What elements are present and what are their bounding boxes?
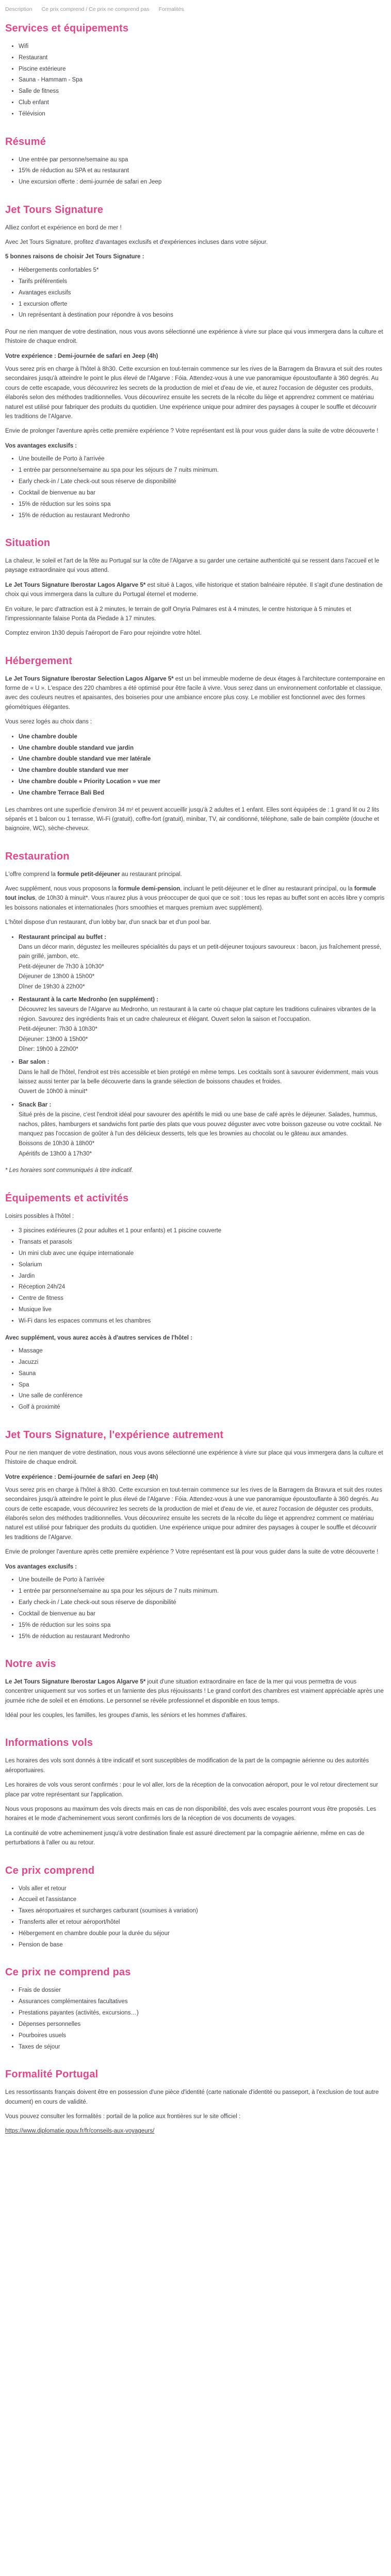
- bold-paragraph: Votre expérience : Demi-journée de safari en Jeep (4h): [5, 353, 158, 359]
- list-item: • Pourboires usuels: [19, 2031, 385, 2040]
- list-item-line: Apéritifs de 13h00 à 17h30*: [19, 1150, 92, 1157]
- list-item-line: Dîner: 19h00 à 22h00*: [19, 1046, 78, 1052]
- bold-paragraph: Avec supplément, vous aurez accès à d'autres services de l'hôtel :: [5, 1334, 192, 1341]
- section-heading-formalite-portugal: Formalité Portugal: [5, 2069, 99, 2080]
- list-item: • Réception 24h/24: [19, 1282, 385, 1292]
- list-item: • Une excursion offerte : demi-journée de safari en Jeep: [19, 177, 385, 187]
- list-item: • Télévision: [19, 109, 385, 119]
- text-run: L'offre comprend la: [5, 871, 58, 878]
- list-item: • Taxes aéroportuaires et surcharges carburant (soumises à variation): [19, 1906, 385, 1916]
- bold-text-run: formule demi-pension: [118, 886, 181, 893]
- section-heading-situation: Situation: [5, 537, 51, 549]
- bullet-list: [5, 1884, 385, 1950]
- paragraph: Avec Jet Tours Signature, profitez d'avantages exclusifs et d'expériences incluses dans votre séjour.: [5, 239, 268, 246]
- section-resume: [5, 136, 385, 187]
- list-item-line: Dîner de 19h30 à 22h00*: [19, 983, 85, 990]
- list-item: • Hébergements confortables 5*: [19, 266, 385, 275]
- bullet-list: [5, 732, 385, 798]
- list-item: • Pension de base: [19, 1940, 385, 1950]
- section-formalite-portugal: [5, 2068, 385, 2136]
- paragraph: [5, 870, 385, 879]
- list-item: • 15% de réduction au restaurant Medronho: [19, 511, 385, 520]
- sections-container: [5, 22, 385, 2136]
- list-item: • Dépenses personnelles: [19, 2020, 385, 2029]
- section-informations-vols: [5, 1737, 385, 1847]
- bold-paragraph: Vos avantages exclusifs :: [5, 1563, 77, 1570]
- paragraph: [5, 884, 385, 913]
- list-item: • Restaurant: [19, 53, 385, 62]
- paragraph: Les horaires de vols vous seront confirmés : pour le vol aller, lors de la réception de la convocation aéroport, pour le vol retour directement sur place par votre représentant sur l'application.: [5, 1782, 378, 1798]
- section-heading-ce-prix-comprend: Ce prix comprend: [5, 1864, 95, 1876]
- list-item: • Wifi: [19, 42, 385, 51]
- section-nav: [5, 5, 385, 14]
- list-item: • Prestations payantes (activités, excursions…): [19, 2008, 385, 2018]
- list-item-line: Dans un décor marin, dégustez les meilleures spécialités du pays et un petit-déjeuner toujours savoureux : bacon, jus fraîchement pressé, pain grillé, jambon, etc.: [19, 944, 382, 960]
- paragraph: Envie de prolonger l'aventure après cette première expérience ? Votre représentant est là pour vous guider dans la suite de votre découverte !: [5, 1549, 379, 1556]
- list-item: • Cocktail de bienvenue au bar: [19, 1609, 385, 1619]
- bullet-list: [5, 1226, 385, 1326]
- list-item: • Piscine extérieure: [19, 64, 385, 74]
- list-item-line: Situé près de la piscine, c'est l'endroit idéal pour savourer des apéritifs le midi ou une base de café après le déjeuner. Salades, hummus, nachos, pâtes, hamburgers et sandwichs font partie des plats que vous pouvez déguster avec votre boisson gazeuse ou votre cocktail. Ne manquez pas l'occasion de goûter à l'un des délicieux desserts, tels que les brownies au chocolat ou le gâteau aux amandes.: [19, 1112, 382, 1137]
- formalities-external-link[interactable]: https://www.diplomatie.gouv.fr/fr/conseils-aux-voyageurs/: [5, 2128, 155, 2135]
- list-item: [19, 1058, 385, 1097]
- paragraph: Idéal pour les couples, les familles, les groupes d'amis, les séniors et les hommes d'affaires.: [5, 1712, 247, 1719]
- bold-text-run: Le Jet Tours Signature Iberostar Selection Lagos Algarve 5*: [5, 675, 174, 682]
- list-item: • Une chambre double: [19, 732, 385, 741]
- list-item: • Une chambre Terrace Bali Bed: [19, 788, 385, 798]
- paragraph: Les horaires des vols sont donnés à titre indicatif et sont susceptibles de modification de la part de la compagnie aérienne ou des autorités aéroportuaires.: [5, 1758, 369, 1774]
- paragraph: En voiture, le parc d'attraction est à 2 minutes, le terrain de golf Onyria Palmares est à 4 minutes, le centre historique à 5 minutes et l'impressionnante falaise Ponta da Piedade à 17 minutes.: [5, 606, 351, 622]
- bold-text-run: formule petit-déjeuner: [57, 871, 120, 878]
- bold-paragraph: Vos avantages exclusifs :: [5, 442, 77, 449]
- list-item: • Salle de fitness: [19, 87, 385, 96]
- paragraph: Pour ne rien manquer de votre destination, nous vous avons sélectionné une expérience à vivre sur place qui vous immergera dans la culture et l'histoire de chaque endroit.: [5, 1449, 383, 1466]
- list-item: [19, 1100, 385, 1159]
- bullet-list: [5, 1346, 385, 1412]
- list-item: • Une chambre double « Priority Location » vue mer: [19, 777, 385, 786]
- list-item: • Sauna - Hammam - Spa: [19, 75, 385, 85]
- bullet-list: [5, 933, 385, 1159]
- paragraph: Les chambres ont une superficie d'environ 34 m² et peuvent accueillir jusqu'à 2 adultes et 1 enfant. Elles sont équipées de : 1 grand lit ou 2 lits séparés et 1 balcon ou 1 terrasse, Wi-Fi (gratuit), coffre-fort (gratuit), minibar, TV, air conditionné, téléphone, salle de bain complète (douche et baignoire, WC), sèche-cheveux.: [5, 806, 379, 832]
- bullet-list: [5, 1575, 385, 1641]
- paragraph: Les ressortissants français doivent être en possession d'une pièce d'identité (carte nationale d'identité ou passeport, à l'exclusion de tout autre document) en cours de validité.: [5, 2089, 379, 2105]
- paragraph: La chaleur, le soleil et l'art de la fête au Portugal sur la côte de l'Algarve a su garder une certaine authenticité qui se ressent dans l'accueil et le paysage extraordinaire qui vous attend.: [5, 557, 380, 574]
- paragraph: Envie de prolonger l'aventure après cette première expérience ? Votre représentant est là pour vous guider dans la suite de votre découverte !: [5, 428, 379, 435]
- list-item: • Hébergement en chambre double pour la durée du séjour: [19, 1929, 385, 1938]
- link-paragraph: [5, 2126, 385, 2136]
- list-item: • Early check-in / Late check-out sous réserve de disponibilité: [19, 1598, 385, 1607]
- paragraph: Alliez confort et expérience en bord de mer !: [5, 224, 122, 231]
- list-item: • Musique live: [19, 1305, 385, 1314]
- list-item: • Un représentant à destination pour répondre à vos besoins: [19, 310, 385, 320]
- text-run: au restaurant principal.: [120, 871, 182, 878]
- bold-text-run: formule tout inclus: [5, 886, 376, 902]
- list-item: • Tarifs préférentiels: [19, 277, 385, 286]
- paragraph: Pour ne rien manquer de votre destination, nous vous avons sélectionné une expérience à vivre sur place qui vous immergera dans la culture et l'histoire de chaque endroit.: [5, 328, 383, 345]
- list-item: • Solarium: [19, 1260, 385, 1269]
- list-item: • 1 entrée par personne/semaine au spa pour les séjours de 7 nuits minimum.: [19, 1587, 385, 1596]
- text-run: , incluant le petit-déjeuner et le dîner au restaurant principal, ou la: [180, 886, 354, 893]
- paragraph: [5, 674, 385, 713]
- list-item: • 1 excursion offerte: [19, 300, 385, 309]
- list-item-lead: Bar salon :: [19, 1059, 50, 1066]
- list-item: • Club enfant: [19, 98, 385, 107]
- list-item: • Early check-in / Late check-out sous réserve de disponibilité: [19, 477, 385, 486]
- bold-paragraph: 5 bonnes raisons de choisir Jet Tours Signature :: [5, 254, 144, 260]
- paragraph: Vous serez logés au choix dans :: [5, 719, 92, 725]
- nav-link-prix[interactable]: Ce prix comprend / Ce prix ne comprend pas: [41, 6, 150, 12]
- list-item: • 1 entrée par personne/semaine au spa pour les séjours de 7 nuits minimum.: [19, 466, 385, 475]
- list-item: • Jacuzzi: [19, 1358, 385, 1367]
- paragraph: [5, 581, 385, 600]
- list-item-lead: Snack Bar :: [19, 1101, 52, 1108]
- list-item: • 15% de réduction sur les soins spa: [19, 1621, 385, 1630]
- section-heading-hebergement: Hébergement: [5, 655, 73, 667]
- section-jet-tours-signature: [5, 204, 385, 520]
- section-heading-resume: Résumé: [5, 136, 46, 147]
- list-item: • Centre de fitness: [19, 1294, 385, 1303]
- list-item: • Transats et parasols: [19, 1237, 385, 1247]
- list-item: • Transferts aller et retour aéroport/hôtel: [19, 1918, 385, 1927]
- paragraph: Comptez environ 1h30 depuis l'aéroport de Faro pour rejoindre votre hôtel.: [5, 630, 202, 637]
- section-ce-prix-ne-comprend-pas: [5, 1966, 385, 2052]
- paragraph: Vous serez pris en charge à l'hôtel à 8h30. Cette excursion en tout-terrain commence sur les rives de la Barragem da Bravura et suit des routes secondaires jusqu'à atteindre le point le plus élevé de l'Algarve : Fóia. Attendez-vous à une vue panoramique époustouflante à 360 degrés. Au cours de cette escapade, vous découvrirez les secrets de la production de miel et d'eau de vie, et aurez l'occasion de déguster ces produits, élaborés selon des méthodes traditionnelles. Vous découvrirez ensuite les secrets de la récolte du liège et apprendrez comment ce matériau naturel est utilisé pour fabriquer des produits du quotidien. Une expérience unique pour admirer des paysages à couper le souffle et découvrir les traditions de l'Algarve.: [5, 1487, 382, 1541]
- list-item: • Spa: [19, 1380, 385, 1390]
- paragraph: [5, 1677, 385, 1706]
- list-item: • Une bouteille de Porto à l'arrivée: [19, 1575, 385, 1584]
- section-heading-notre-avis: Notre avis: [5, 1658, 56, 1670]
- list-item: • Avantages exclusifs: [19, 288, 385, 298]
- nav-link-description[interactable]: Description: [5, 6, 32, 12]
- text-run: , de 10h30 à minuit*. Vous n'aurez plus à vous préoccuper de quoi que ce soit : tous les repas au buffet sont en accès libre y compris les boissons nationales et internationales (hors smoothies et marques premium avec supplément).: [5, 895, 385, 911]
- list-item: • Cocktail de bienvenue au bar: [19, 488, 385, 498]
- list-item: • Frais de dossier: [19, 1986, 385, 1995]
- section-heading-experience-autrement: Jet Tours Signature, l'expérience autrement: [5, 1429, 224, 1441]
- list-item-line: Déjeuner de 13h00 à 15h00*: [19, 973, 95, 980]
- text-run: jouit d'une situation extraordinaire en face de la mer qui vous permettra de vous concentrer uniquement sur vos sorties et un farniente des plus réjouissants ! Le grand confort des chambres est vraiment appréciable après une journée riche de soleil et en émotions. Le personnel se révèle professionnel et disponible en tous temps.: [5, 1678, 384, 1704]
- paragraph: L'hôtel dispose d'un restaurant, d'un lobby bar, d'un snack bar et d'un pool bar.: [5, 919, 211, 926]
- list-item: • Golf à proximité: [19, 1402, 385, 1412]
- text-run: est situé à Lagos, ville historique et station balnéaire réputée. Il s'agit d'une destination de choix qui vous immergera dans la culture du Portugal éternel et moderne.: [5, 582, 383, 598]
- list-item: • 15% de réduction au SPA et au restaurant: [19, 166, 385, 175]
- list-item: [19, 933, 385, 992]
- section-heading-restauration: Restauration: [5, 850, 70, 862]
- nav-link-formalites[interactable]: Formalités: [158, 6, 184, 12]
- footnote: * Les horaires sont communiqués à titre indicatif.: [5, 1167, 134, 1174]
- list-item: • Une chambre double standard vue mer: [19, 766, 385, 775]
- bullet-list: [5, 266, 385, 320]
- paragraph: Loisirs possibles à l'hôtel :: [5, 1213, 74, 1219]
- list-item-line: Petit-déjeuner de 7h30 à 10h30*: [19, 963, 104, 970]
- list-item-line: Petit-déjeuner: 7h30 à 10h30*: [19, 1026, 97, 1033]
- list-item: • Un mini club avec une équipe internationale: [19, 1249, 385, 1258]
- list-item: • Wi-Fi dans les espaces communs et les chambres: [19, 1316, 385, 1326]
- list-item: • Une bouteille de Porto à l'arrivée: [19, 454, 385, 464]
- section-heading-informations-vols: Informations vols: [5, 1737, 93, 1749]
- section-heading-jet-tours-signature: Jet Tours Signature: [5, 204, 104, 216]
- bullet-list: [5, 1986, 385, 2052]
- section-heading-ce-prix-ne-comprend-pas: Ce prix ne comprend pas: [5, 1967, 131, 1978]
- list-item: • Jardin: [19, 1272, 385, 1281]
- list-item-line: Dans le hall de l'hôtel, l'endroit est très accessible et bien protégé en même temps. Les cocktails sont à savourer évidemment, mais vous laissez aussi tenter par la belle découverte dans la grande sélection de boissons chaudes et froides.: [19, 1069, 379, 1085]
- list-item-line: Déjeuner: 13h00 à 15h00*: [19, 1036, 88, 1043]
- list-item: • Une chambre double standard vue jardin: [19, 744, 385, 753]
- section-ce-prix-comprend: [5, 1864, 385, 1950]
- section-equipements-et-activites: [5, 1192, 385, 1412]
- list-item: • Taxes de séjour: [19, 2042, 385, 2052]
- section-heading-services-et-equipements: Services et équipements: [5, 22, 129, 34]
- section-hebergement: [5, 655, 385, 834]
- section-experience-autrement: [5, 1429, 385, 1641]
- list-item: [19, 995, 385, 1054]
- section-heading-equipements-et-activites: Équipements et activités: [5, 1192, 129, 1204]
- section-restauration: [5, 850, 385, 1176]
- list-item: • 15% de réduction sur les soins spa: [19, 500, 385, 509]
- list-item: • Assurances complémentaires facultatives: [19, 1997, 385, 2006]
- list-item-line: Ouvert de 10h00 à minuit*: [19, 1088, 88, 1095]
- list-item: • 15% de réduction au restaurant Medronho: [19, 1632, 385, 1641]
- paragraph: La continuité de votre acheminement jusqu'à votre destination finale est assuré directement par la compagnie aérienne, même en cas de perturbations à l'aller ou au retour.: [5, 1830, 365, 1846]
- bold-paragraph: Votre expérience : Demi-journée de safari en Jeep (4h): [5, 1474, 158, 1480]
- list-item: • Accueil et l'assistance: [19, 1895, 385, 1904]
- bullet-list: [5, 155, 385, 187]
- bold-text-run: Le Jet Tours Signature Iberostar Lagos Algarve 5*: [5, 582, 146, 588]
- list-item-line: Découvrez les saveurs de l'Algarve au Medronho, un restaurant à la carte où chaque plat capture les traditions culinaires vibrantes de la région. Savourez des ingrédients frais et un cadre chaleureux et élégant. Ouvert selon la saison et l'occupation.: [19, 1006, 376, 1022]
- text-run: Avec supplément, nous vous proposons la: [5, 886, 119, 893]
- section-notre-avis: [5, 1658, 385, 1721]
- list-item: • Une entrée par personne/semaine au spa: [19, 155, 385, 164]
- paragraph: Nous vous proposons au maximum des vols directs mais en cas de non disponibilité, des vols avec escales pourront vous être proposés. Les horaires et le mode d'acheminement vous seront confirmés lors de la réception de vos documents de voyages.: [5, 1806, 377, 1822]
- list-item: • Une salle de conférence: [19, 1391, 385, 1400]
- list-item: • Sauna: [19, 1369, 385, 1378]
- list-item: • 3 piscines extérieures (2 pour adultes et 1 pour enfants) et 1 piscine couverte: [19, 1226, 385, 1235]
- list-item-line: Boissons de 10h30 à 18h00*: [19, 1141, 95, 1147]
- text-run: est un bel immeuble moderne de deux étages à l'architecture contemporaine en forme de « U ». L'espace des 220 chambres a été optimisé pour être facile à vivre. Vous serez dans un environnement confortable et classique, avec des couleurs neutres et apaisantes, des boiseries pour une ambiance encore plus cosy. Le mobilier est fonctionnel avec des formes géométriques élégantes.: [5, 675, 385, 711]
- bold-text-run: Le Jet Tours Signature Iberostar Lagos Algarve 5*: [5, 1678, 146, 1685]
- list-item: • Vols aller et retour: [19, 1884, 385, 1893]
- bullet-list: [5, 42, 385, 119]
- list-item-lead: Restaurant à la carte Medronho (en supplément) :: [19, 996, 158, 1003]
- section-services-et-equipements: [5, 22, 385, 119]
- paragraph: Vous serez pris en charge à l'hôtel à 8h30. Cette excursion en tout-terrain commence sur les rives de la Barragem da Bravura et suit des routes secondaires jusqu'à atteindre le point le plus élevé de l'Algarve : Fóia. Attendez-vous à une vue panoramique époustouflante à 360 degrés. Au cours de cette escapade, vous découvrirez les secrets de la production de miel et d'eau de vie, et aurez l'occasion de déguster ces produits, élaborés selon des méthodes traditionnelles. Vous découvrirez ensuite les secrets de la récolte du liège et apprendrez comment ce matériau naturel est utilisé pour fabriquer des produits du quotidien. Une expérience unique pour admirer des paysages à couper le souffle et découvrir les traditions de l'Algarve.: [5, 366, 382, 420]
- bullet-list: [5, 454, 385, 520]
- list-item: • Massage: [19, 1346, 385, 1356]
- paragraph: Vous pouvez consulter les formalités : portail de la police aux frontières sur le site officiel :: [5, 2113, 241, 2120]
- list-item-lead: Restaurant principal au buffet :: [19, 934, 106, 940]
- list-item: • Une chambre double standard vue mer latérale: [19, 754, 385, 764]
- section-situation: [5, 537, 385, 638]
